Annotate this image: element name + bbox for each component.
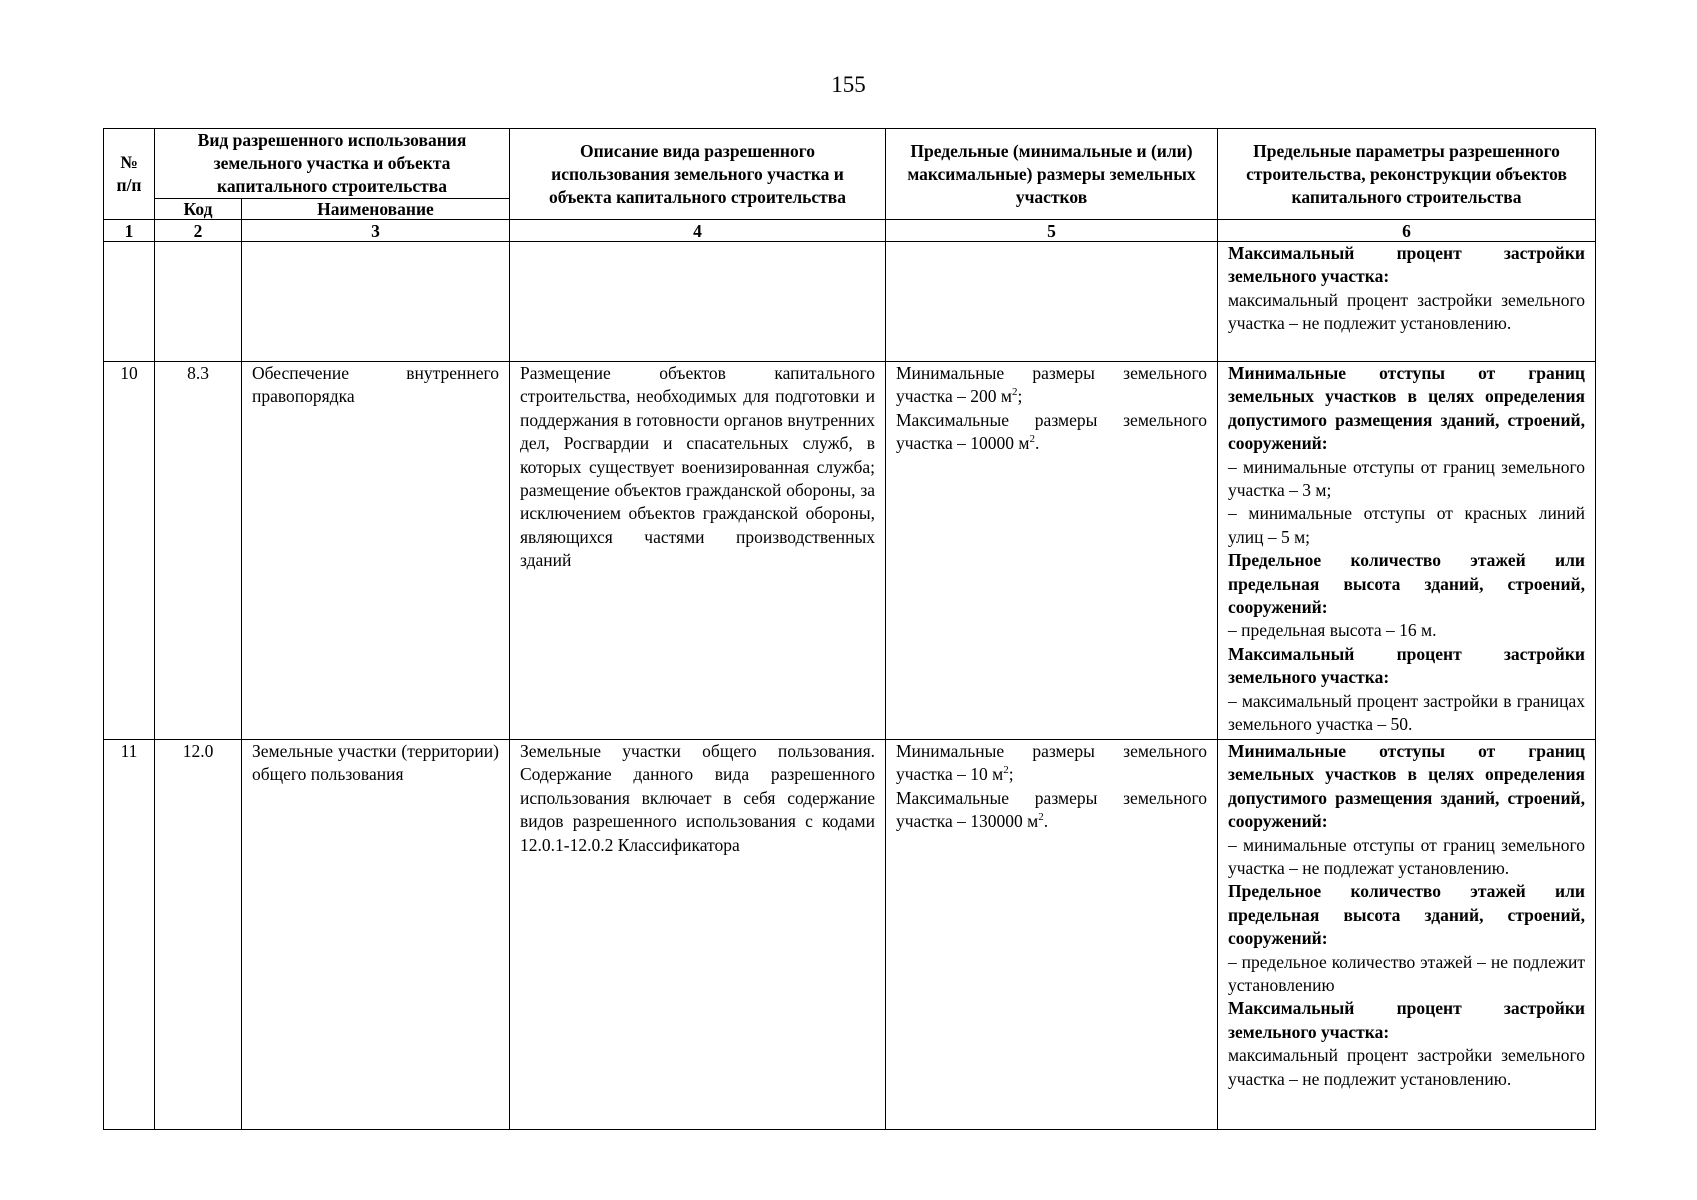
column-number: 3 [242, 220, 510, 242]
column-number: 2 [155, 220, 242, 242]
param-heading: Максимальный процент застройки земельного участка: [1228, 643, 1585, 688]
cell-description: Земельные участки общего пользования. Содержание данного вида разрешенного использования включает в себя содержание видов разрешенного использования с кодами 12.0.1-12.0.2 Классификатора [510, 740, 886, 1130]
param-text: максимальный процент застройки земельного участка – не подлежит установлению. [1228, 1045, 1585, 1089]
param-heading: Предельное количество этажей или предельная высота зданий, строений, сооружений: [1228, 550, 1585, 618]
cell-params [1218, 362, 1596, 740]
column-number: 6 [1218, 220, 1596, 242]
column-number-row [104, 220, 1596, 242]
size-max: Максимальные размеры земельного участка – 130000 $м^2$. [896, 787, 1207, 832]
column-number: 1 [104, 220, 155, 242]
param-text: максимальный процент застройки земельного участка – не подлежит установлению. [1228, 289, 1585, 334]
cell-code: 12.0 [155, 740, 242, 1130]
param-text: – минимальные отступы от красных линий улиц – 5 м; [1228, 503, 1585, 547]
param-text: – минимальные отступы от границ земельного участка – 3 м; [1228, 456, 1585, 501]
column-number: 5 [886, 220, 1218, 242]
size-max: Максимальные размеры земельного участка – 10000 $м^2$. [896, 409, 1207, 454]
header-params: Предельные параметры разрешенного строительства, реконструкции объектов капитального строительства [1218, 129, 1596, 220]
param-heading: Минимальные отступы от границ земельных участков в целях определения допустимого размещения зданий, строений, сооружений: [1228, 741, 1585, 832]
param-heading: Предельное количество этажей или предельная высота зданий, строений, сооружений: [1228, 881, 1585, 949]
size-min: Минимальные размеры земельного участка – 200 $м^2$; [896, 363, 1207, 407]
header-name: Наименование [242, 199, 510, 220]
land-use-table [103, 128, 1596, 1130]
cell-num [104, 242, 155, 362]
header-num: № п/п [104, 129, 155, 220]
param-text: – предельная высота – 16 м. [1228, 620, 1437, 641]
cell-description: Размещение объектов капитального строительства, необходимых для подготовки и поддержания в готовности органов внутренних дел, Росгвардии и спасательных служб, в которых существует военизированная служба; размещение объектов гражданской обороны, за исключением объектов гражданской обороны, являющихся частями производственных зданий [510, 362, 886, 740]
cell-name: Обеспечение внутреннего правопорядка [242, 362, 510, 740]
cell-code: 8.3 [155, 362, 242, 740]
cell-description [510, 242, 886, 362]
cell-sizes [886, 740, 1218, 1130]
size-min: Минимальные размеры земельного участка – 10 $м^2$; [896, 741, 1207, 785]
param-heading: Максимальный процент застройки земельного участка: [1228, 243, 1585, 287]
table-row [104, 740, 1596, 1130]
cell-num: 11 [104, 740, 155, 1130]
page-number: 155 [831, 72, 866, 97]
cell-num: 10 [104, 362, 155, 740]
header-code: Код [155, 199, 242, 220]
cell-code [155, 242, 242, 362]
cell-name: Земельные участки (территории) общего пользования [242, 740, 510, 1130]
cell-sizes [886, 362, 1218, 740]
table-row [104, 362, 1596, 740]
cell-name [242, 242, 510, 362]
header-sizes: Предельные (минимальные и (или) максимальные) размеры земельных участков [886, 129, 1218, 220]
table-header-row [104, 129, 1596, 199]
param-heading: Максимальный процент застройки земельного участка: [1228, 998, 1585, 1042]
column-number: 4 [510, 220, 886, 242]
cell-sizes [886, 242, 1218, 362]
header-kind-group: Вид разрешенного использования земельного участка и объекта капитального строительства [155, 129, 510, 199]
param-text: – минимальные отступы от границ земельного участка – не подлежат установлению. [1228, 834, 1585, 879]
param-heading: Минимальные отступы от границ земельных участков в целях определения допустимого размещения зданий, строений, сооружений: [1228, 363, 1585, 454]
table-row-continuation [104, 242, 1596, 362]
cell-params [1218, 740, 1596, 1130]
header-description: Описание вида разрешенного использования земельного участка и объекта капитального строительства [510, 129, 886, 220]
cell-params [1218, 242, 1596, 362]
param-text: – предельное количество этажей – не подлежит установлению [1228, 951, 1585, 996]
param-text: – максимальный процент застройки в границах земельного участка – 50. [1228, 690, 1585, 735]
